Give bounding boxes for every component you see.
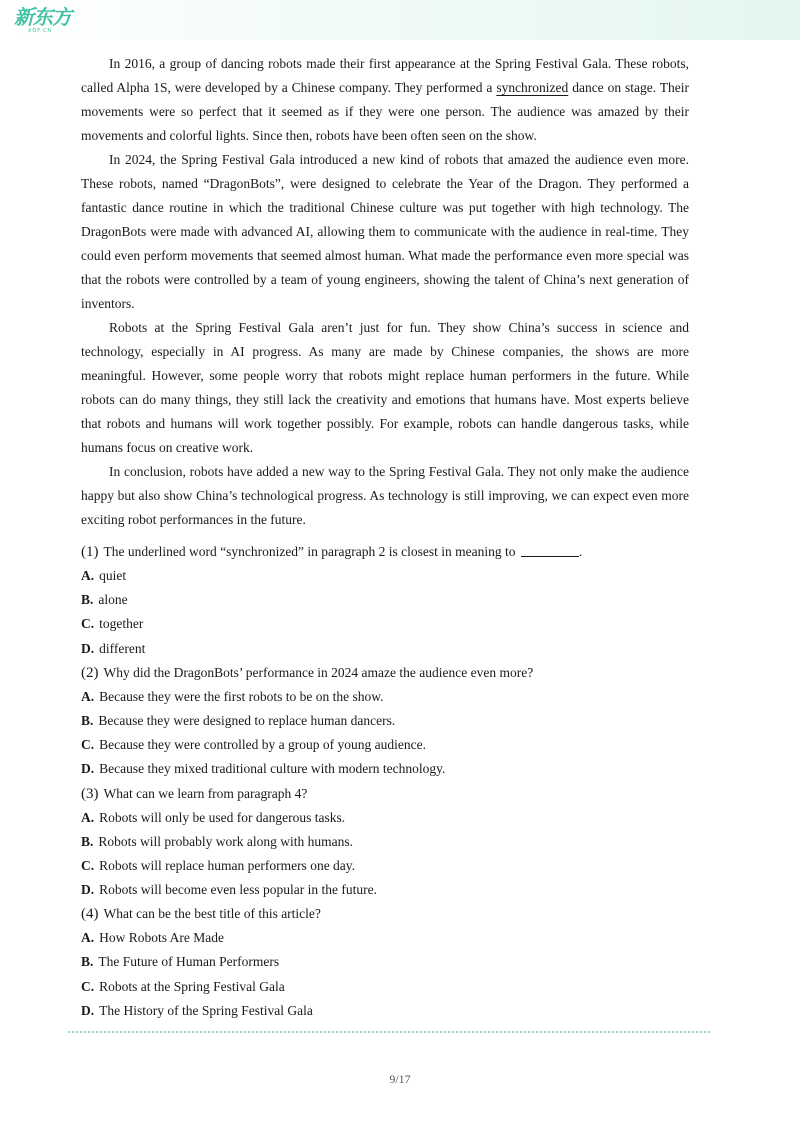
option-b[interactable]	[81, 830, 689, 854]
option-text: How Robots Are Made	[99, 930, 224, 946]
question-number: (4)	[81, 906, 99, 923]
option-text: Robots will probably work along with humans.	[98, 833, 353, 849]
option-text: Robots will replace human performers one day.	[99, 857, 356, 873]
question-number: (1)	[81, 544, 99, 560]
page-number: 9/17	[389, 1072, 411, 1086]
option-b[interactable]	[81, 588, 689, 612]
question-stem	[81, 782, 689, 806]
option-c[interactable]	[81, 854, 689, 878]
option-letter: B.	[81, 592, 94, 608]
paragraph-1	[81, 52, 689, 148]
option-c[interactable]	[81, 733, 689, 757]
option-d[interactable]	[81, 999, 689, 1023]
question-stem	[81, 540, 689, 564]
option-text: alone	[98, 592, 128, 608]
option-a[interactable]	[81, 564, 689, 588]
option-letter: C.	[81, 857, 95, 873]
paragraph-1-end: dance on stage. Their movements were so perfect that it seemed as if they were one person. The audience was amazed by their movements and colorful lights. Since then, robots have been often seen on the show.	[81, 80, 689, 143]
option-text: Robots will only be used for dangerous tasks.	[99, 809, 346, 825]
logo-text: 新东方	[14, 5, 71, 29]
reading-passage	[81, 52, 689, 532]
option-letter: C.	[81, 616, 95, 632]
option-letter: D.	[81, 640, 95, 656]
option-text: Because they mixed traditional culture with modern technology.	[99, 761, 446, 777]
option-text: Robots will become even less popular in the future.	[99, 882, 377, 898]
option-letter: C.	[81, 978, 95, 994]
question-1	[81, 540, 689, 661]
option-letter: D.	[81, 1002, 95, 1018]
option-letter: B.	[81, 712, 94, 728]
option-d[interactable]	[81, 757, 689, 781]
option-letter: A.	[81, 809, 95, 825]
option-text: different	[99, 640, 146, 656]
option-a[interactable]	[81, 806, 689, 830]
question-end: .	[578, 544, 583, 559]
question-2	[81, 661, 689, 782]
option-a[interactable]	[81, 685, 689, 709]
underlined-word: synchronized	[496, 80, 569, 95]
question-text: What can be the best title of this article?	[103, 906, 321, 922]
question-stem	[81, 902, 689, 926]
option-text: The Future of Human Performers	[98, 954, 280, 970]
option-d[interactable]	[81, 637, 689, 661]
option-letter: B.	[81, 954, 94, 970]
logo-subtext: XDF.CN	[28, 28, 53, 34]
answer-blank	[521, 542, 579, 557]
option-text: quiet	[99, 568, 127, 583]
option-text: Robots at the Spring Festival Gala	[99, 978, 285, 994]
option-letter: C.	[81, 737, 95, 753]
footer-divider	[68, 1031, 710, 1033]
option-text: Because they were designed to replace human dancers.	[98, 712, 396, 728]
question-text: The underlined word “synchronized” in paragraph 2 is closest in meaning to	[103, 544, 516, 559]
option-text: The History of the Spring Festival Gala	[99, 1002, 313, 1018]
option-letter: D.	[81, 761, 95, 777]
option-letter: B.	[81, 833, 94, 849]
question-number: (2)	[81, 664, 99, 681]
question-4	[81, 902, 689, 1023]
question-number: (3)	[81, 785, 99, 802]
option-a[interactable]	[81, 926, 689, 950]
option-d[interactable]	[81, 878, 689, 902]
header-band	[0, 0, 800, 40]
option-text: Because they were controlled by a group of young audience.	[99, 737, 427, 753]
option-letter: A.	[81, 688, 95, 704]
option-b[interactable]	[81, 709, 689, 733]
option-c[interactable]	[81, 975, 689, 999]
paragraph-4: In conclusion, robots have added a new way to the Spring Festival Gala. They not only make the audience happy but also show China’s technological progress. As technology is still improving, we can expect even more exciting robot performances in the future.	[81, 464, 689, 527]
question-3	[81, 782, 689, 903]
option-text: Because they were the first robots to be on the show.	[99, 688, 384, 704]
option-letter: A.	[81, 930, 95, 946]
option-text: together	[99, 616, 144, 632]
option-letter: A.	[81, 568, 95, 583]
question-list	[81, 540, 689, 1023]
paragraph-1-start: In 2016, a group of dancing robots made their first appearance at the Spring Festival Gala. These robots, called Alpha 1S, were developed by a Chinese company. They performed a	[81, 56, 689, 95]
paragraph-3: Robots at the Spring Festival Gala aren’t just for fun. They show China’s success in science and technology, especially in AI progress. As many are made by Chinese companies, the shows are more meaningful. However, some people worry that robots might replace human performers in the future. While robots can do many things, they still lack the creativity and emotions that humans have. Most experts believe that robots and humans will work together possibly. For example, robots can handle dangerous tasks, while humans focus on creative work.	[81, 320, 689, 455]
option-letter: D.	[81, 882, 95, 898]
paragraph-2: In 2024, the Spring Festival Gala introduced a new kind of robots that amazed the audience even more. These robots, named “DragonBots”, were designed to celebrate the Year of the Dragon. They performed a fantastic dance routine in which the traditional Chinese culture was put together with high technology. The DragonBots were made with advanced AI, allowing them to communicate with the audience in real-time. They could even perform movements that seemed almost human. What made the performance even more special was that the robots were controlled by a team of young engineers, showing the talent of China’s next generation of inventors.	[81, 152, 689, 311]
question-stem	[81, 661, 689, 685]
question-text: Why did the DragonBots’ performance in 2024 amaze the audience even more?	[103, 664, 534, 680]
question-text: What can we learn from paragraph 4?	[103, 785, 308, 801]
option-c[interactable]	[81, 612, 689, 636]
option-b[interactable]	[81, 950, 689, 974]
brand-logo	[14, 6, 76, 36]
